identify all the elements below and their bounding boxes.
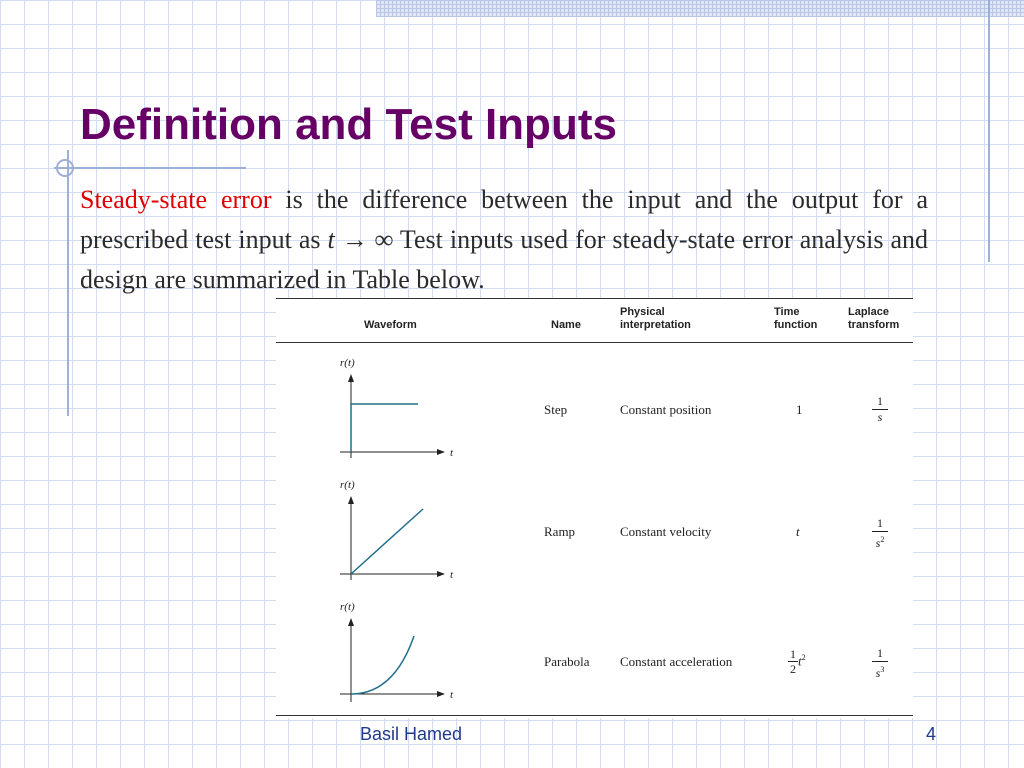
header-time-function: Time function (774, 306, 818, 331)
axis-label-r-t: r(t) (340, 601, 355, 613)
ramp-waveform-plot (332, 476, 452, 588)
test-inputs-table (276, 298, 913, 718)
decor-title-underline (54, 167, 246, 169)
page-number: 4 (926, 724, 937, 744)
top-decor-band (376, 0, 1024, 17)
row-parabola-interpretation: Constant acceleration (620, 654, 733, 669)
row-step-interpretation: Constant position (620, 402, 712, 417)
decor-vertical-line-right (988, 0, 990, 262)
intro-text-2: Test inputs used for steady-state error analysis and design are summarized in Table below. (80, 225, 929, 294)
row-ramp-time-function: t (796, 524, 800, 539)
header-laplace-transform: Laplace transform (848, 306, 900, 331)
decor-crosshair-circle (56, 159, 74, 177)
row-parabola-name: Parabola (544, 654, 590, 669)
header-name: Name (551, 319, 581, 331)
row-ramp-name: Ramp (544, 524, 576, 539)
axis-label-t: t (450, 447, 454, 459)
header-waveform: Waveform (364, 319, 417, 331)
row-parabola-time-function: $\frac{1}{2}$ $t^2$ (790, 647, 806, 676)
decor-vertical-line-left (67, 150, 69, 416)
row-step-laplace: 1 s (870, 395, 890, 424)
footer-author: Basil Hamed (360, 724, 463, 744)
ramp-curve (351, 509, 423, 574)
highlight-term: Steady-state error (80, 185, 272, 214)
slide-title: Definition and Test Inputs (80, 100, 617, 149)
limit-expression: t → ∞ (327, 225, 394, 254)
axis-label-t: t (450, 569, 454, 581)
step-curve (351, 404, 418, 452)
header-physical-interpretation: Physical interpretation (620, 306, 691, 331)
table-top-rule (276, 298, 913, 299)
axis-label-t: t (450, 689, 454, 701)
table-header-rule (276, 342, 913, 343)
axis-label-r-t: r(t) (340, 479, 355, 491)
intro-text-1: is the difference between the input and the output for a prescribed test input as (80, 185, 928, 254)
table-bottom-rule (276, 715, 913, 716)
parabola-curve (351, 636, 414, 694)
row-ramp-laplace: 1 $s^2$ (870, 517, 890, 550)
row-step-name: Step (544, 402, 568, 417)
axis-label-r-t: r(t) (340, 357, 355, 369)
row-parabola-laplace: 1 $s^3$ (870, 647, 890, 680)
step-waveform-plot (332, 354, 452, 466)
row-ramp-interpretation: Constant velocity (620, 524, 712, 539)
row-step-time-function: 1 (796, 402, 803, 417)
intro-paragraph (80, 180, 928, 300)
parabola-waveform-plot (332, 598, 452, 710)
